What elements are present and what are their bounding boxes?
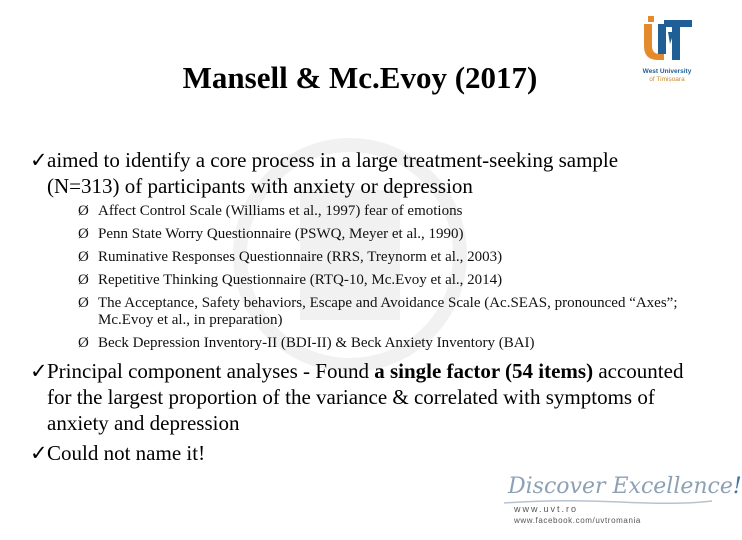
arrow-bullet-icon: Ø xyxy=(78,226,89,242)
arrow-bullet-icon: Ø xyxy=(78,335,89,351)
uvt-logo-icon xyxy=(640,14,694,64)
slide-content xyxy=(30,147,695,470)
list-item: Ø Penn State Worry Questionnaire (PSWQ, Meyer et al., 1990) xyxy=(78,226,464,242)
website-url: www.uvt.ro xyxy=(514,504,579,514)
single-factor-emphasis: a single factor (54 items) xyxy=(374,359,594,383)
checkmark-icon: ✓ xyxy=(30,359,48,383)
logo-university-city: of Timișoara xyxy=(649,76,685,83)
arrow-bullet-icon: Ø xyxy=(78,295,89,311)
arrow-bullet-icon: Ø xyxy=(78,272,89,288)
bullet-unnamed: ✓ Could not name it! xyxy=(30,441,206,465)
discover-excellence-slogan: Discover Excellence! xyxy=(508,474,742,499)
measures-list xyxy=(78,203,695,352)
bullet-aim xyxy=(30,147,695,199)
slide-title: Mansell & Mc.Evoy (2017) xyxy=(182,60,538,95)
checkmark-icon: ✓ xyxy=(30,148,48,172)
arrow-bullet-icon: Ø xyxy=(78,249,89,265)
discover-excellence-logo xyxy=(500,468,742,536)
logo-university-name: West University xyxy=(642,68,692,75)
checkmark-icon: ✓ xyxy=(30,441,48,465)
bullet-aim-text: aimed to identify a core process in a large treatment-seeking sample (N=313) of participants with anxiety or depression xyxy=(47,148,619,198)
list-item: Ø Beck Depression Inventory-II (BDI-II) & Beck Anxiety Inventory (BAI) xyxy=(78,335,535,351)
list-item: Ø Repetitive Thinking Questionnaire (RTQ-10, Mc.Evoy et al., 2014) xyxy=(78,272,503,288)
facebook-url: www.facebook.com/uvtromania xyxy=(514,516,641,525)
list-item: Ø Affect Control Scale (Williams et al., 1997) fear of emotions xyxy=(78,203,463,219)
arrow-bullet-icon: Ø xyxy=(78,203,89,219)
list-item: Ø The Acceptance, Safety behaviors, Escape and Avoidance Scale (Ac.SEAS, pronounced “Axes”; Mc.Evoy et al., in preparation) xyxy=(78,295,678,328)
list-item: Ø Ruminative Responses Questionnaire (RRS, Treynorm et al., 2003) xyxy=(78,249,503,265)
bullet-pca: ✓ Principal component analyses - Found a single factor (54 items) accounted for the largest proportion of the variance & correlated with symptoms of anxiety and depression xyxy=(30,359,684,435)
